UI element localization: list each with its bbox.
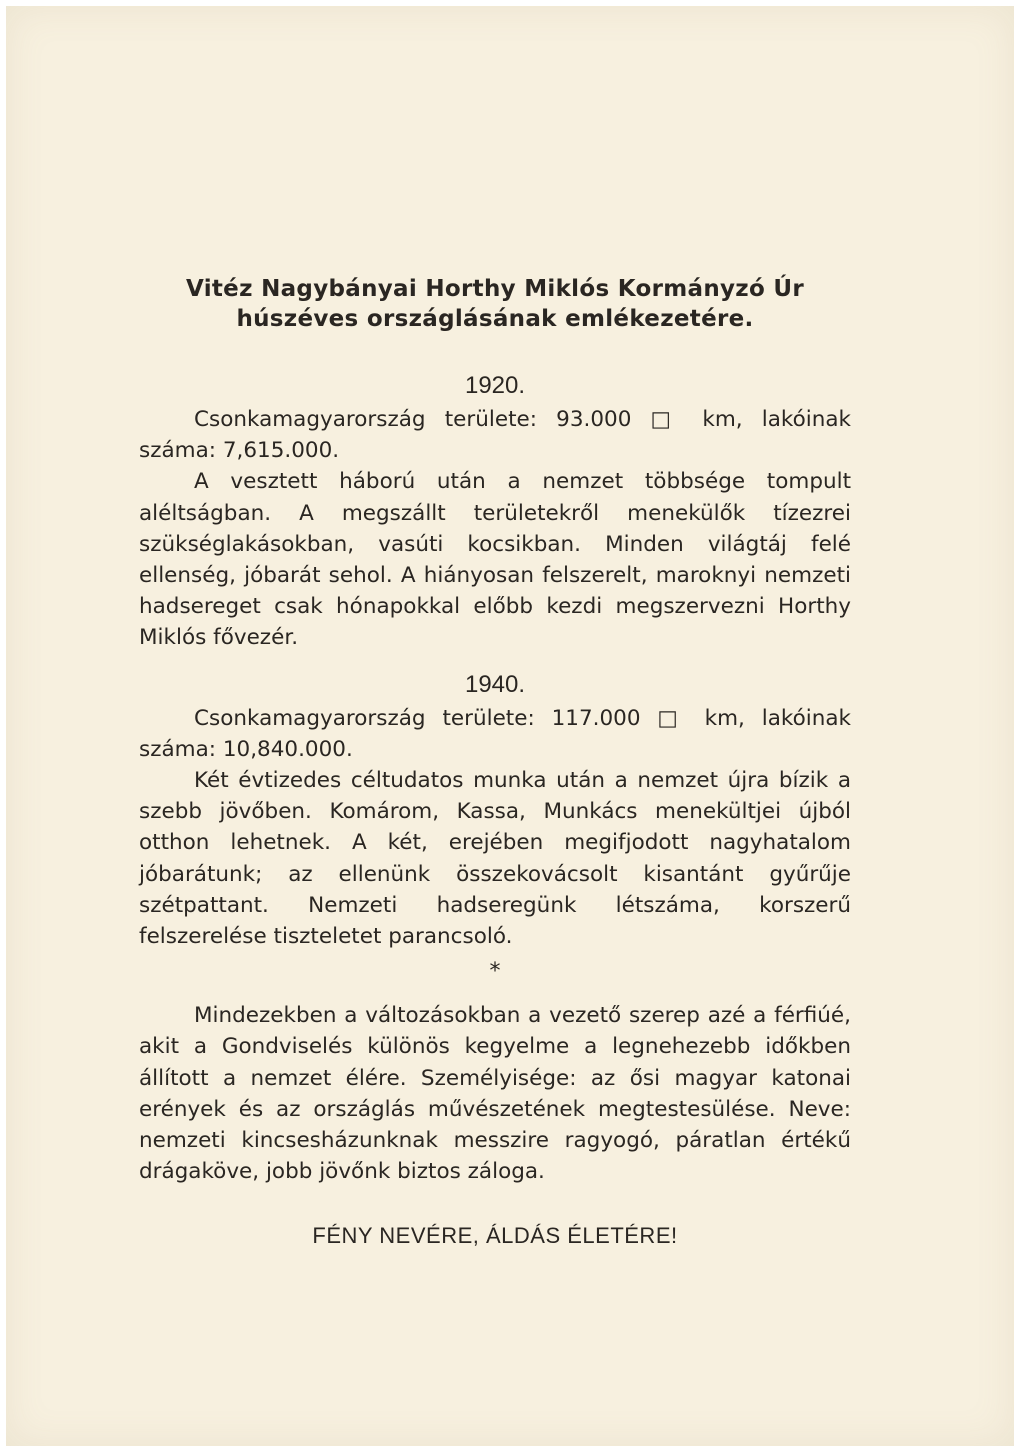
paper-sheet bbox=[6, 6, 1014, 1446]
paragraph-1920-situation: A vesztett háború után a nemzet többsége tompult aléltságban. A megszállt területekről menekülők tízezrei szükséglakásokban, vasúti kocsikban. Minden világtáj felé ellenség, jóbarát sehol. A hiányosan felszerelt, maroknyi nemzeti hadsereget csak hónapokkal előbb kezdi megszervezni Horthy Miklós fővezér. bbox=[139, 469, 851, 651]
paragraph-1940-area: Csonkamagyarország területe: 117.000 □ km, lakóinak száma: 10,840.000. bbox=[139, 705, 851, 762]
title-line-1: Vitéz Nagybányai Horthy Miklós Kormányzó Úr bbox=[186, 276, 804, 302]
spacer bbox=[139, 986, 851, 1000]
closing-line: FÉNY NEVÉRE, ÁLDÁS ÉLETÉRE! bbox=[312, 1223, 678, 1249]
year-1940-heading: 1940. bbox=[464, 670, 526, 698]
paragraph-1920-area: Csonkamagyarország területe: 93.000 □ km, lakóinak száma: 7,615.000. bbox=[139, 407, 851, 464]
document-title bbox=[139, 274, 851, 334]
document-body bbox=[139, 274, 851, 1251]
title-line-2: húszéves országlásának emlékezetére. bbox=[236, 306, 754, 332]
asterisk-separator: * bbox=[489, 959, 501, 985]
spacer bbox=[139, 334, 851, 371]
paragraph-1940-situation: Két évtizedes céltudatos munka után a nemzet újra bízik a szebb jövőben. Komárom, Kassa, Munkács menekültjei újból otthon lehetnek. A két, erejében megifjodott nagyhatalom jóbarátunk; az ellenünk összekovácsolt kisantánt gyűrűje szétpattant. Nemzeti hadseregünk létszáma, korszerű felszerelése tiszteletet parancsoló. bbox=[139, 768, 851, 950]
spacer bbox=[139, 1187, 851, 1221]
spacer bbox=[139, 654, 851, 670]
final-paragraph: Mindezekben a változásokban a vezető szerep azé a férfiúé, akit a Gondviselés különös kegyelme a legnehezebb időkben állított a nemzet élére. Személyisége: az ősi magyar katonai erények és az országlás művészetének megtestesülése. Neve: nemzeti kincsesházunknak messzire ragyogó, páratlan értékű drágaköve, jobb jövőnk biztos záloga. bbox=[139, 1003, 851, 1185]
year-1920-heading: 1920. bbox=[464, 372, 526, 399]
